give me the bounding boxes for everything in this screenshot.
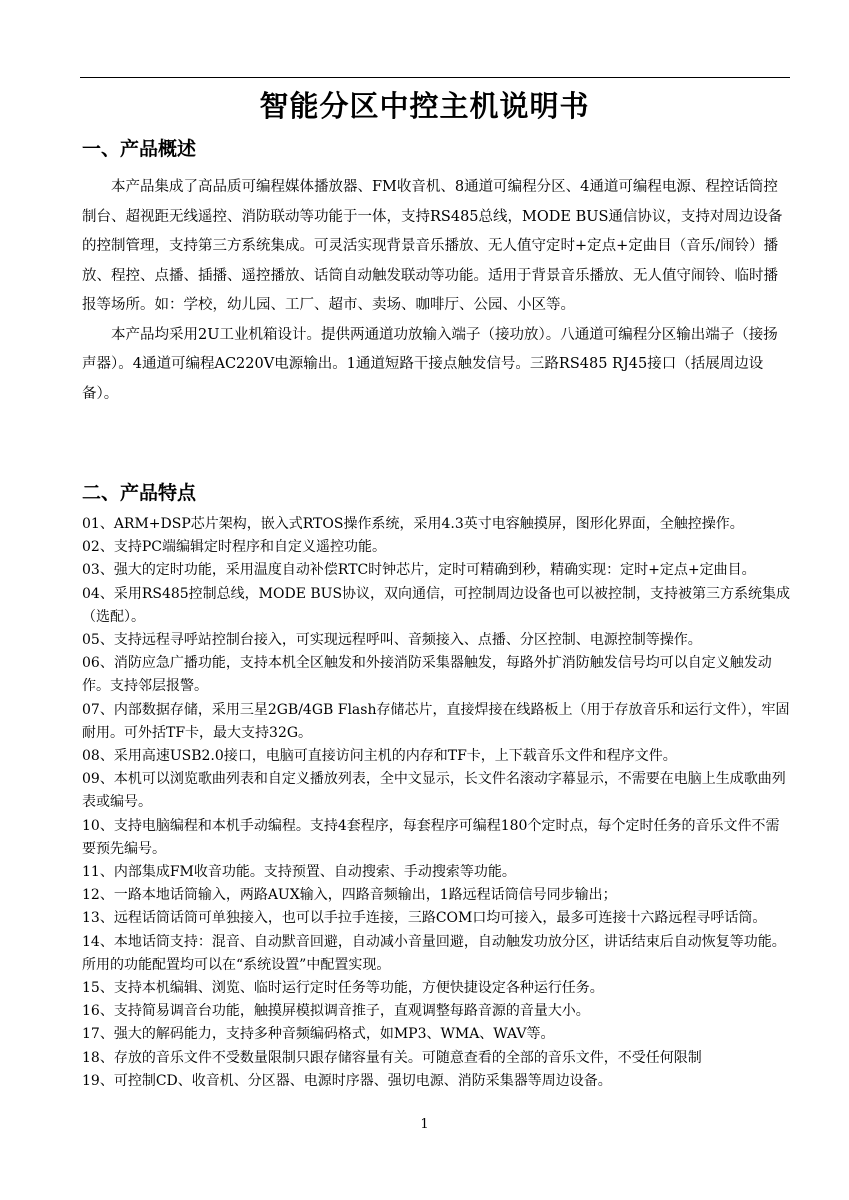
feature-list [82, 513, 792, 1093]
section-heading-features: 二、产品特点 [82, 482, 197, 504]
feature-item: 18、存放的音乐文件不受数量限制只跟存储容量有关。可随意查看的全部的音乐文件，不受任何限制 [82, 1049, 702, 1066]
overview-body [82, 173, 792, 409]
feature-item: 02、支持PC端编辑定时程序和自定义遥控功能。 [82, 539, 386, 556]
feature-item: 12、一路本地话筒输入，两路AUX输入，四路音频输出，1路远程话筒信号同步输出； [82, 887, 617, 904]
feature-item: 14、本地话筒支持：混音、自动默音回避，自动减小音量回避，自动触发功放分区，讲话结束后自动恢复等功能。所用的功能配置均可以在“系统设置”中配置实现。 [82, 933, 786, 973]
top-rule [80, 77, 790, 78]
feature-item: 09、本机可以浏览歌曲列表和自定义播放列表，全中文显示，长文件名滚动字幕显示，不需要在电脑上生成歌曲列表或编号。 [82, 771, 786, 811]
section-heading-overview: 一、产品概述 [82, 138, 197, 160]
feature-item: 07、内部数据存储，采用三星2GB/4GB Flash存储芯片，直接焊接在线路板上（用于存放音乐和运行文件），牢固耐用。可外括TF卡，最大支持32G。 [82, 701, 790, 741]
feature-item: 06、消防应急广播功能，支持本机全区触发和外接消防采集器触发，每路外扩消防触发信号均可以自定义触发动作。支持邻层报警。 [82, 655, 772, 695]
feature-item: 15、支持本机编辑、浏览、临时运行定时任务等功能，方便快捷设定各种运行任务。 [82, 980, 604, 997]
feature-item: 10、支持电脑编程和本机手动编程。支持4套程序，每套程序可编程180个定时点，每个定时任务的音乐文件不需要预先编号。 [82, 817, 780, 857]
feature-item: 17、强大的解码能力，支持多种音频编码格式，如MP3、WMA、WAV等。 [82, 1026, 555, 1043]
feature-item: 11、内部集成FM收音功能。支持预置、自动搜索、手动搜索等功能。 [82, 864, 516, 881]
feature-item: 16、支持简易调音台功能，触摸屏模拟调音推子，直观调整每路音源的音量大小。 [82, 1003, 590, 1020]
feature-item: 01、ARM+DSP芯片架构，嵌入式RTOS操作系统，采用4.3英寸电容触摸屏，图形化界面，全触控操作。 [82, 516, 744, 532]
document-title: 智能分区中控主机说明书 [259, 89, 590, 123]
feature-item: 13、远程话筒话筒可单独接入，也可以手拉手连接，三路COM口均可接入，最多可连接十六路远程寻呼话筒。 [82, 910, 767, 927]
overview-paragraph-1: 本产品集成了高品质可编程媒体播放器、FM收音机、8通道可编程分区、4通道可编程电源、程控话筒控制台、超视距无线遥控、消防联动等功能于一体，支持RS485总线，MODE BUS通信协议，支持对周边设备的控制管理，支持第三方系统集成。可灵活实现背景音乐播放、无人值守定时+定点+定曲目（音乐/闹铃）播放、程控、点播、插播、遥控播放、话筒自动触发联动等功能。适用于背景音乐播放、无人值守闹铃、临时播报等场所。如：学校，幼儿园、工厂、超市、卖场、咖啡厅、公园、小区等。 [82, 179, 783, 313]
feature-item: 03、强大的定时功能，采用温度自动补偿RTC时钟芯片，定时可精确到秒，精确实现：定时+定点+定曲目。 [82, 562, 756, 579]
feature-item: 19、可控制CD、收音机、分区器、电源时序器、强切电源、消防采集器等周边设备。 [82, 1072, 612, 1089]
feature-item: 05、支持远程寻呼站控制台接入，可实现远程呼叫、音频接入、点播、分区控制、电源控制等操作。 [82, 632, 702, 649]
feature-item: 08、采用高速USB2.0接口，电脑可直接访问主机的内存和TF卡，上下载音乐文件和程序文件。 [82, 748, 677, 765]
overview-paragraph-2: 本产品均采用2U工业机箱设计。提供两通道功放输入端子（接功放）。八通道可编程分区输出端子（接扬声器）。4通道可编程AC220V电源输出。1通道短路干接点触发信号。三路RS485 RJ45接口（括展周边设备）。 [82, 326, 778, 402]
page-number: 1 [420, 1117, 429, 1132]
feature-item: 04、采用RS485控制总线，MODE BUS协议，双向通信，可控制周边设备也可以被控制，支持被第三方系统集成（选配）。 [82, 585, 791, 625]
